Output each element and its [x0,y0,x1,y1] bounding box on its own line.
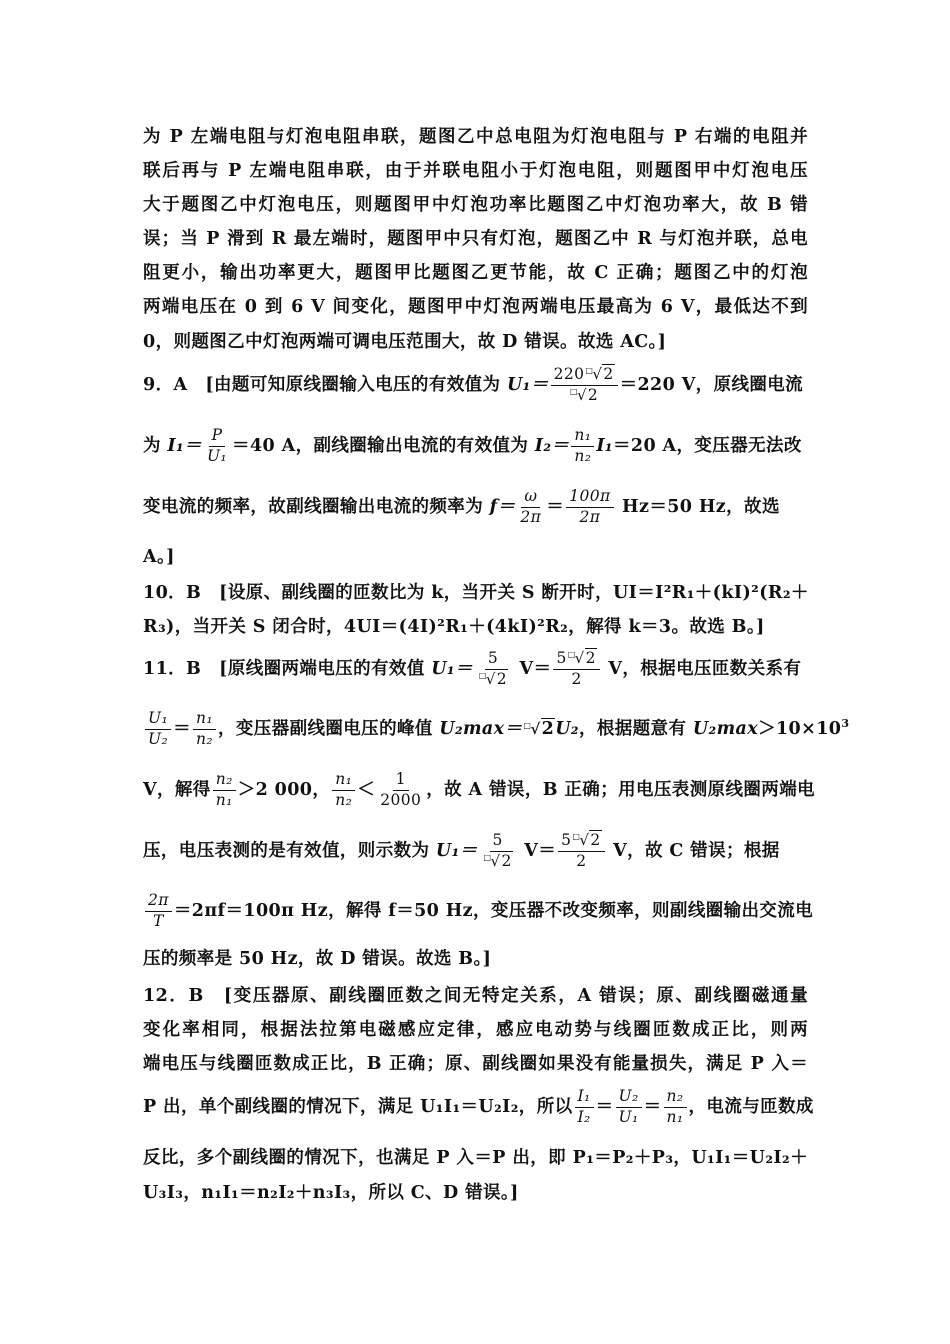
fraction: $\frac{\text{U₂}}{\text{U₁}}$ [616,1088,642,1127]
text-line: 大于题图乙中灯泡电压，则题图甲中灯泡功率比题图乙中灯泡功率大，故 B 错 [143,195,808,215]
text-line: 为 P 左端电阻与灯泡电阻串联，题图乙中总电阻为灯泡电阻与 P 右端的电阻并 [143,127,808,147]
q12-line-5: 反比，多个副线圈的情况下，也满足 P 入＝P 出，即 P₁＝P₂＋P₃，U₁I₁＝U₂I₂＋ [143,1148,808,1168]
q12-line-4: P 出，单个副线圈的情况下，满足 U₁I₁＝U₂I₂，所以 $\frac{\text{I₁}}{\text{I₂}}$ ＝ $\frac{\text{U₂}}{\text{U₁}}$ ＝ $\frac{\text{n₂}}{\text{n₁}}$ ，电流与匝数成 [143,1087,814,1126]
sqrt-symbol: □√2 [523,718,555,739]
q9-line-2: 为 I₁＝ $\frac{P}{\text{U₁}}$ ＝40 A，副线圈输出电流的有效值为 I₂＝ $\frac{\text{n₁}}{\text{n₂}}$ I₁＝20 A，变压器无法改 [143,426,802,465]
text-line: 误；当 P 滑到 R 最左端时，题图甲中只有灯泡，题图乙中 R 与灯泡并联，总电 [143,229,808,249]
fraction: $\frac{220^□√2}{^□√2}$ [551,366,618,405]
sqrt-symbol: □√2 [478,669,508,688]
q10-line-1: 10．B [设原、副线圈的匝数比为 k，当开关 S 断开时，UI＝I²R₁＋(kI)²(R₂＋ [143,583,809,603]
q12-line-1: 12．B [变压器原、副线圈匝数之间无特定关系，A 错误；原、副线圈磁通量 [143,986,808,1006]
fraction: $\frac{5^□√2}{2}$ [558,832,604,871]
sqrt-symbol: □√2 [569,385,599,404]
fraction: $\frac{\text{n₁}}{\text{n₂}}$ [332,771,355,810]
q11-line-1: 11．B [原线圈两端电压的有效值 U₁＝ $\frac{5}{^□√2}$ V＝ $\frac{5^□√2}{2}$ V，根据电压匝数关系有 [143,649,802,688]
fraction: $\frac{2\pi}{T}$ [145,892,172,931]
q9-line-1: 9．A [由题可知原线圈输入电压的有效值为 U₁＝ $\frac{220^□√2}{^□√2}$ ＝220 V，原线圈电流 [143,365,804,404]
q12-line-3: 端电压与线圈匝数成正比，B 正确；原、副线圈如果没有能量损失，满足 P 入＝ [143,1054,808,1074]
text-line: 阻更小，输出功率更大，题图甲比题图乙更节能，故 C 正确；题图乙中的灯泡 [143,263,808,283]
fraction: $\frac{\text{n₂}}{\text{n₁}}$ [664,1088,687,1127]
sqrt-symbol: □√2 [567,649,596,667]
fraction: $\frac{1}{2000}$ [380,770,422,809]
fraction: $\frac{\text{I₁}}{\text{I₂}}$ [575,1088,594,1127]
text-line: 两端电压在 0 到 6 V 间变化，题图甲中灯泡两端电压最高为 6 V，最低达不到 [143,297,808,317]
q12-line-6: U₃I₃，n₁I₁＝n₂I₂＋n₃I₃，所以 C、D 错误。] [143,1183,519,1203]
fraction: $\frac{\text{n₂}}{\text{n₁}}$ [213,771,236,810]
fraction: $\frac{5}{^□√2}$ [483,831,512,870]
fraction: $\frac{\text{n₁}}{\text{n₂}}$ [571,427,594,466]
sqrt-symbol: □√2 [572,831,601,849]
q10-line-2: R₃)，当开关 S 闭合时，4UI＝(4I)²R₁＋(4kI)²R₂，解得 k＝3。故选 B。] [143,617,765,637]
fraction: $\frac{\omega}{2\pi}$ [520,487,542,526]
q11-line-4: 压，电压表测的是有效值，则示数为 U₁＝ $\frac{5}{^□√2}$ V＝ $\frac{5^□√2}{2}$ V，故 C 错误；根据 [143,831,780,870]
q12-line-2: 变化率相同，根据法拉第电磁感应定律，感应电动势与线圈匝数成正比，则两 [143,1020,808,1040]
fraction: $\frac{5}{^□√2}$ [478,649,508,688]
text-line: A。] [143,547,175,567]
text-line: 0，则题图乙中灯泡两端可调电压范围大，故 D 错误。故选 AC。] [143,332,667,352]
fraction: $\frac{100\pi}{2\pi}$ [566,488,613,527]
q11-line-3: V，解得 $\frac{\text{n₂}}{\text{n₁}}$ ＞2 000， $\frac{\text{n₁}}{\text{n₂}}$ ＜ $\frac{1}{2000}$ ，故 A 错误，B 正确；用电压表测原线圈两端电 [143,770,815,809]
fraction: $\frac{P}{\text{U₁}}$ [206,426,228,465]
q11-line-2: $\frac{\text{U₁}}{\text{U₂}}$ ＝ $\frac{\text{n₁}}{\text{n₂}}$ ，变压器副线圈电压的峰值 U₂max＝□√2U₂，根据题意有 $U_2\max>10\times 10^3$ [143,710,808,749]
q9-line-3: 变电流的频率，故副线圈输出电流的频率为 f＝ $\frac{\omega}{2\pi}$ ＝ $\frac{100\pi}{2\pi}$ Hz＝50 Hz，故选 [143,487,780,526]
sqrt-symbol: □√2 [483,851,512,870]
q11-line-5: $\frac{2\pi}{T}$ ＝2πf＝100π Hz，解得 f＝50 Hz，变压器不改变频率，则副线圈输出交流电 [143,892,808,931]
fraction: $\frac{5^□√2}{2}$ [553,650,599,689]
fraction: $\frac{\text{U₁}}{\text{U₂}}$ [145,710,171,749]
sqrt-symbol: □√2 [585,365,614,383]
text-line: 联后再与 P 左端电阻串联，由于并联电阻小于灯泡电阻，则题图甲中灯泡电压 [143,161,808,181]
text-line: 压的频率是 50 Hz，故 D 错误。故选 B。] [143,949,492,969]
fraction: $\frac{\text{n₁}}{\text{n₂}}$ [193,710,216,749]
